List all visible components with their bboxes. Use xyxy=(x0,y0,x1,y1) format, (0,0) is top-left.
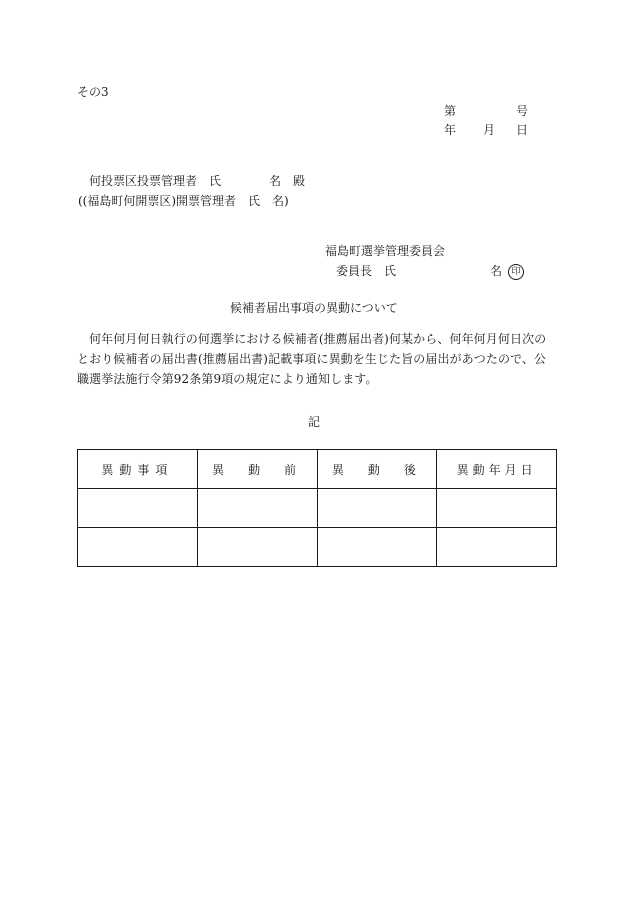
seal-mark: 印 xyxy=(508,264,524,280)
date-day: 日 xyxy=(515,123,528,137)
sender-name xyxy=(490,263,524,280)
table-cell[interactable] xyxy=(78,528,198,567)
table-row xyxy=(78,489,557,528)
header-before-change: 異 動 前 xyxy=(197,450,317,489)
table-cell[interactable] xyxy=(317,489,437,528)
addressee-line-2: ((福島町何開票区)開票管理者 氏 名) xyxy=(78,194,289,208)
table-row xyxy=(78,528,557,567)
subject-title: 候補者届出事項の異動について xyxy=(230,301,398,315)
table-cell[interactable] xyxy=(317,528,437,567)
table-cell[interactable] xyxy=(197,489,317,528)
date-month: 月 xyxy=(482,123,495,137)
document-number xyxy=(444,103,528,119)
table-cell[interactable] xyxy=(437,528,557,567)
number-prefix: 第 xyxy=(444,104,457,118)
date-year: 年 xyxy=(444,123,457,137)
header-change-item: 異動事項 xyxy=(78,450,198,489)
table-header-row xyxy=(78,450,557,489)
header-change-date: 異動年月日 xyxy=(437,450,557,489)
table-cell[interactable] xyxy=(437,489,557,528)
header-after-change: 異 動 後 xyxy=(317,450,437,489)
table-cell[interactable] xyxy=(197,528,317,567)
table-cell[interactable] xyxy=(78,489,198,528)
sender-organization: 福島町選挙管理委員会 xyxy=(325,244,446,258)
sender-name-label: 名 xyxy=(490,264,503,278)
number-suffix: 号 xyxy=(515,104,528,118)
form-number: その3 xyxy=(77,85,109,99)
ki-heading: 記 xyxy=(308,415,321,429)
sender-title: 委員長 氏 xyxy=(336,264,397,278)
change-table xyxy=(77,449,557,567)
notice-body: 何年何月何日執行の何選挙における候補者(推薦届出者)何某から、何年何月何日次のとおり候補者の届出書(推薦届出書)記載事項に異動を生じた旨の届出があつたので、公職選挙法施行令第92条第9項の規定により通知します。 xyxy=(77,332,547,386)
document-date xyxy=(444,122,528,138)
addressee-line-1: 何投票区投票管理者 氏 名 殿 xyxy=(89,174,306,188)
